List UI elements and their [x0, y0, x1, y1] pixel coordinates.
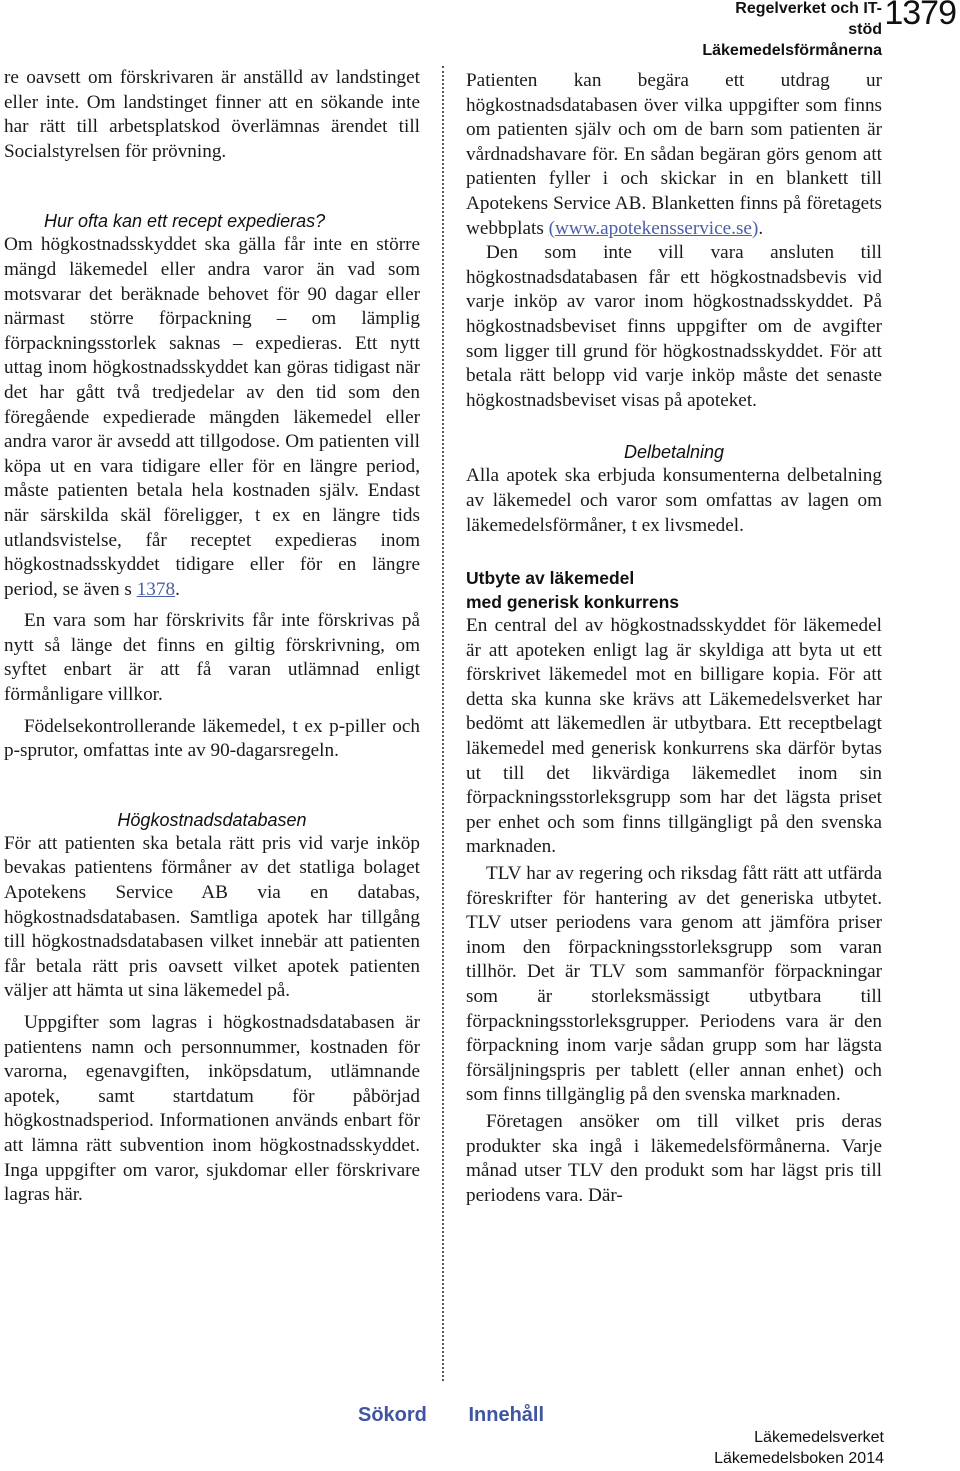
paragraph: re oavsett om förskrivaren är anställd av landstinget eller inte. Om landstinget finner att en sökande inte har rätt till arbetsplatskod överlämnas ärendet till Socialstyrelsen för prövning.	[4, 67, 420, 162]
book-title: Läkemedelsboken 2014	[714, 1450, 884, 1467]
publisher-name: Läkemedelsverket	[754, 1429, 884, 1446]
left-column	[4, 66, 420, 1208]
paragraph: Födelsekontrollerande läkemedel, t ex p-piller och p-sprutor, omfattas inte av 90-dagarsregeln.	[4, 715, 420, 762]
section-heading: Högkostnadsdatabasen	[117, 809, 307, 830]
footer-publisher	[714, 1427, 884, 1469]
section-heading: Delbetalning	[623, 442, 725, 463]
paragraph: För att patienten ska betala rätt pris vid varje inköp bevakas patientens förmåner av det statliga bolaget Apotekens Service AB via en databas, högkostnadsdatabasen. Samtliga apotek har tillgång till högkostnadsdatabasen vilket innebär att patienten får betala rätt pris oavsett vilket apotek patienten väljer att hämta ut sina läkemedel på.	[4, 832, 420, 1002]
paragraph: Patienten kan begära ett utdrag ur högkostnadsdatabasen över vilka uppgifter som finns om patienten själv och om de barn som patienten är vårdnadshavare för. En sådan begäran görs genom att patienten fyller i och skickar in en blankett till Apotekens Service AB. Blanketten finns på företagets webbplats (www.apotekensservice.se).	[466, 70, 882, 239]
section-heading-bold	[466, 566, 882, 614]
running-head	[702, 0, 882, 61]
paragraph: Uppgifter som lagras i högkostnadsdatabasen är patientens namn och personnummer, kostnaden för varorna, egenavgiften, inköpsdatum, utlämnande apotek, samt startdatum för påbörjad högkostnadsperiod. Informationen används enbart för att lämna rätt subvention inom högkostnadsskyddet. Inga uppgifter om varor, sjukdomar eller förskrivare lagras här.	[4, 1012, 420, 1206]
contents-link[interactable]: Innehåll	[468, 1404, 545, 1426]
running-head-section: Regelverket och IT-stöd	[735, 0, 882, 38]
page-reference-link[interactable]: 1378	[136, 578, 176, 600]
footer-navigation	[358, 1404, 544, 1427]
paragraph: Om högkostnadsskyddet ska gälla får inte en större mängd läkemedel eller andra varor än vad som motsvarar det beräknade behovet för 90 dagar eller närmast större förpackning – om lämplig förpackningsstorlek saknas – expedieras. Ett nytt uttag inom högkostnadsskyddet kan göras tidigast när det har gått två tredjedelar av den tid som den föregående expedierade mängden läkemedel eller andra varor är avsedd att tillgodose. Om patienten vill köpa ut en vara tidigare eller för en längre period, måste patienten betala hela kostnaden själv. Endast när särskilda skäl föreligger, t ex en längre tids utlandsvistelse, får receptet expedieras inom högkostnadsskyddet tidigare eller för en längre period, se även s 1378.	[4, 234, 420, 600]
website-link[interactable]: (www.apotekensservice.se)	[548, 217, 759, 239]
page-number: 1379	[884, 0, 956, 32]
paragraph: Den som inte vill vara ansluten till högkostnadsdatabasen får ett högkostnadsbevis vid varje inköp av varor inom högkostnadsskyddet. På högkostnadsbeviset finns uppgifter om de avgifter som ligger till grund för högkostnadsskyddet. För att betala rätt belopp vid varje inköp måste det senaste högkostnadsbeviset visas på apoteket.	[466, 242, 882, 411]
right-column	[466, 69, 882, 1208]
paragraph: TLV har av regering och riksdag fått rätt att utfärda föreskrifter för hantering av det generiska utbytet. TLV utser periodens vara genom att jämföra priser inom den förpackningsstorleksgrupp som varan tillhör. Det är TLV som sammanför förpackningar som är storleksmässigt utbytbara till förpackningsstorleksgrupper. Periodens vara är den förpackning inom varje sådan grupp som har lägsta försäljningspris per tablett (eller annan enhet) och som finns tillgänglig på den svenska marknaden.	[466, 863, 882, 1106]
heading-line: Utbyte av läkemedel	[466, 568, 635, 589]
paragraph: En vara som har förskrivits får inte förskrivas på nytt så länge det finns en giltig förskrivning, om syftet enbart är att få varan utlämnad enligt förmånligare villkor.	[4, 610, 420, 706]
column-divider	[442, 66, 444, 1381]
heading-line: med generisk konkurrens	[466, 592, 679, 613]
search-link[interactable]: Sökord	[358, 1404, 427, 1426]
section-heading: Hur ofta kan ett recept expedieras?	[44, 211, 326, 232]
paragraph: En central del av högkostnadsskyddet för läkemedel är att apoteken enligt lag är skyldiga att byta ut ett förskrivet läkemedel mot en billigare kopia. För att detta ska kunna ske krävs att Läkemedelsverket har bedömt att läkemedlen är utbytbara. Ett receptbelagt läkemedel med generisk konkurrens ska därför bytas ut till det likvärdiga läkemedlet inom sin förpackningsstorleksgrupp som har det lägsta priset per enhet och som finns tillgängligt på den svenska marknaden.	[466, 615, 882, 858]
paragraph: Alla apotek ska erbjuda konsumenterna delbetalning av läkemedel och varor som omfattas av lagen om läkemedelsförmåner, t ex livsmedel.	[466, 465, 882, 536]
running-head-chapter: Läkemedelsförmånerna	[702, 42, 882, 59]
paragraph: Företagen ansöker om till vilket pris deras produkter ska ingå i läkemedelsförmånerna. Varje månad utser TLV den produkt som har lägst pris till periodens vara. Där-	[466, 1110, 882, 1206]
